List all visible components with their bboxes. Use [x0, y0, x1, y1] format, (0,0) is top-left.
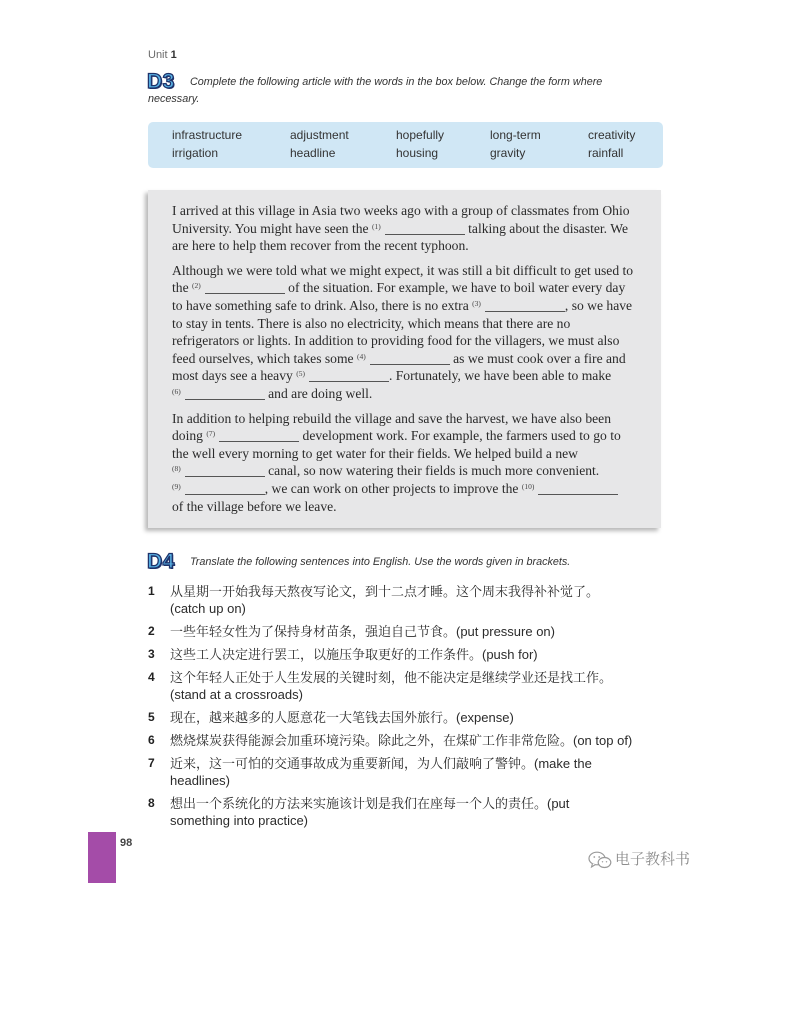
article-line	[172, 350, 633, 368]
unit-number: 1	[170, 49, 177, 61]
article-line	[172, 315, 633, 333]
article-text: of the situation. For example, we have to boil water every day	[284, 280, 626, 296]
article-text: I arrived at this village in Asia two weeks ago with a group of classmates from Ohio	[172, 203, 630, 218]
blank-number: (6)	[172, 386, 181, 396]
d3-instructions	[148, 74, 602, 108]
item-line: 一些年轻女性为了保持身材苗条，强迫自己节食。(put pressure on)	[170, 623, 555, 639]
article-text: of the village before we leave.	[172, 498, 337, 514]
article-line	[172, 385, 633, 403]
article-line	[172, 279, 633, 297]
item-line: (stand at a crossroads)	[170, 686, 303, 702]
item-number: 6	[148, 732, 155, 747]
translation-item	[148, 646, 728, 663]
translation-item	[148, 732, 728, 749]
translation-item	[148, 755, 728, 789]
word-box-row	[172, 126, 663, 144]
translation-item	[148, 623, 728, 640]
article-line	[172, 237, 633, 255]
article-text: feed ourselves, which takes some	[172, 350, 357, 366]
unit-word: Unit	[148, 49, 168, 61]
item-text	[170, 646, 538, 663]
blank-number: (4)	[356, 351, 366, 361]
answer-blank	[205, 284, 285, 294]
article-paragraph	[172, 410, 633, 516]
d4-badge: D4	[147, 550, 175, 573]
answer-blank	[219, 432, 299, 442]
word-option: infrastructure	[172, 128, 243, 142]
item-line: headlines)	[170, 772, 230, 788]
blank-number: (5)	[296, 369, 305, 379]
blank-number: (3)	[472, 298, 481, 308]
article-text: as we must cook over a fire and	[449, 350, 626, 366]
article-line	[172, 462, 633, 480]
article-text: , so we have	[564, 297, 633, 313]
article-text: canal, so now watering their fields is much more convenient.	[264, 463, 600, 479]
item-number: 1	[148, 583, 155, 598]
item-text	[170, 709, 514, 726]
blank-number: (2)	[192, 281, 201, 291]
item-line: 这个年轻人正处于人生发展的关键时刻，他不能决定是继续学业还是找工作。	[170, 669, 613, 685]
page-tab	[88, 832, 116, 883]
article-line	[172, 262, 633, 280]
item-line: 这些工人决定进行罢工，以施压争取更好的工作条件。(push for)	[170, 646, 538, 662]
article-text: to stay in tents. There is also no electricity, which means that there are no	[172, 315, 571, 331]
word-option: headline	[290, 146, 336, 160]
article-text: doing	[172, 428, 207, 444]
item-text	[170, 755, 592, 789]
article-text: . Fortunately, we have been able to make	[388, 368, 612, 384]
item-line: (catch up on)	[170, 600, 246, 616]
article-line	[172, 427, 633, 445]
item-number: 7	[148, 755, 155, 770]
blank-number: (9)	[172, 481, 181, 491]
item-number: 3	[148, 646, 155, 661]
answer-blank	[309, 372, 389, 382]
article-text: refrigerators or lights. In addition to providing food for the villagers, we must also	[172, 333, 620, 349]
item-number: 4	[148, 669, 155, 684]
translation-item	[148, 669, 728, 703]
translation-list	[148, 583, 728, 835]
blank-number: (8)	[172, 464, 181, 474]
item-line: something into practice)	[170, 812, 309, 828]
article-line	[172, 220, 633, 238]
blank-number: (1)	[371, 221, 381, 231]
watermark	[588, 850, 690, 870]
article-line	[172, 480, 633, 498]
article-text: and are doing well.	[264, 385, 373, 401]
answer-blank	[185, 467, 265, 477]
unit-label	[148, 48, 177, 62]
word-option: hopefully	[396, 128, 445, 142]
translation-item	[148, 583, 728, 617]
article-line	[172, 445, 633, 463]
article-paragraph	[172, 262, 633, 403]
article-text: talking about the disaster. We	[464, 220, 628, 236]
blank-number: (10)	[521, 481, 535, 491]
article-body	[172, 202, 633, 522]
answer-blank	[185, 390, 265, 400]
article-line	[172, 202, 633, 220]
answer-blank	[385, 225, 465, 235]
answer-blank	[370, 355, 450, 365]
answer-blank	[485, 302, 565, 312]
translation-item	[148, 795, 728, 829]
word-option: rainfall	[588, 146, 624, 160]
item-line: 从星期一开始我每天熬夜写论文，到十二点才睡。这个周末我得补补觉了。	[170, 583, 600, 599]
page-number: 98	[120, 837, 133, 849]
article-text: , we can work on other projects to improve the	[264, 480, 522, 496]
article-text: to have something safe to drink. Also, there is no extra	[172, 297, 473, 313]
d3-badge: D3	[147, 70, 175, 93]
word-option: gravity	[490, 146, 526, 160]
item-text	[170, 795, 569, 829]
word-option: creativity	[588, 128, 636, 142]
article-text: are here to help them recover from the recent typhoon.	[172, 238, 469, 254]
article-line	[172, 297, 633, 315]
word-option: adjustment	[290, 128, 349, 142]
item-text	[170, 669, 612, 703]
article-text: most days see a heavy	[172, 368, 297, 384]
instruction-line: Complete the following article with the words in the box below. Change the form where	[190, 75, 603, 88]
watermark-text: 电子教科书	[615, 851, 691, 868]
wechat-icon	[588, 851, 612, 869]
answer-blank	[538, 485, 618, 495]
item-text	[170, 732, 632, 749]
article-text: Although we were told what we might expect, it was still a bit difficult to get used to	[172, 262, 634, 278]
article-line	[172, 410, 633, 428]
translation-item	[148, 709, 728, 726]
article-paragraph	[172, 202, 633, 255]
item-number: 8	[148, 795, 155, 810]
instruction-line: necessary.	[148, 92, 200, 105]
item-line: 燃烧煤炭获得能源会加重环境污染。除此之外，在煤矿工作非常危险。(on top of)	[170, 732, 633, 748]
word-option: irrigation	[172, 146, 219, 160]
item-line: 现在，越来越多的人愿意花一大笔钱去国外旅行。(expense)	[170, 709, 514, 725]
item-line: 近来，这一可怕的交通事故成为重要新闻，为人们敲响了警钟。(make the	[170, 755, 592, 771]
word-box-row	[172, 144, 663, 162]
item-line: 想出一个系统化的方法来实施该计划是我们在座每一个人的责任。(put	[170, 795, 570, 811]
item-text	[170, 583, 599, 617]
article-line	[172, 367, 633, 385]
word-option: long-term	[490, 128, 541, 142]
article-text: development work. For example, the farmers used to go to	[299, 428, 621, 444]
article-line	[172, 332, 633, 350]
item-text	[170, 623, 555, 640]
item-number: 2	[148, 623, 155, 638]
article-text: the	[172, 280, 193, 296]
article-text: University. You might have seen the	[172, 220, 372, 236]
article-text: the well every morning to get water for their fields. We helped build a new	[172, 445, 578, 461]
blank-number: (7)	[206, 429, 216, 439]
article-box	[148, 190, 661, 528]
word-option: housing	[396, 146, 439, 160]
article-line	[172, 498, 633, 516]
word-box	[148, 122, 663, 168]
item-number: 5	[148, 709, 155, 724]
article-text: In addition to helping rebuild the village and save the harvest, we have also been	[172, 410, 612, 426]
d4-instructions: Translate the following sentences into English. Use the words given in brackets.	[190, 555, 571, 568]
answer-blank	[185, 485, 265, 495]
